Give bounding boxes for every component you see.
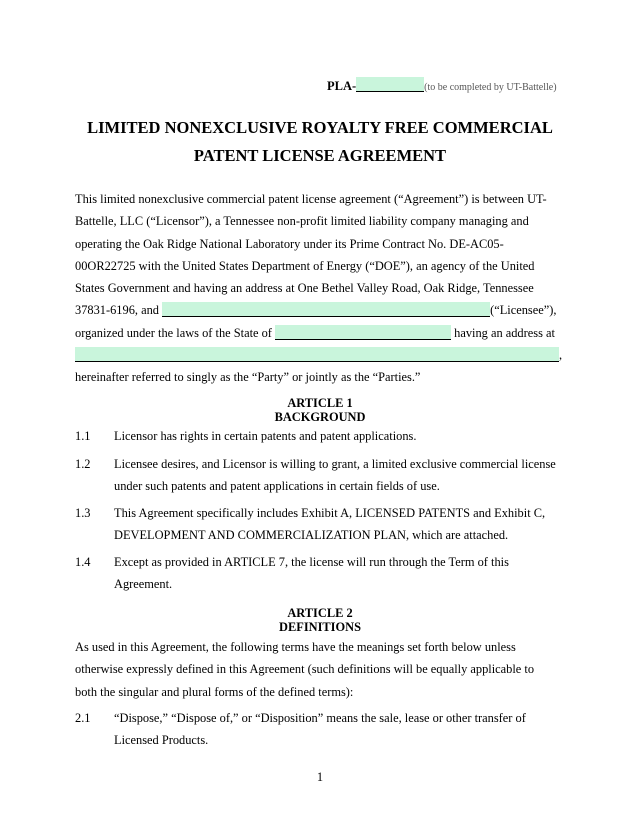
title-line-1: LIMITED NONEXCLUSIVE ROYALTY FREE COMMERCIAL	[87, 118, 553, 137]
clause-number: 1.4	[75, 555, 91, 569]
page-number: 1	[316, 770, 324, 784]
clause-text: under such patents and patent applications in certain fields of use.	[114, 479, 440, 494]
intro-line: This limited nonexclusive commercial patent license agreement (“Agreement”) is between UT-	[75, 192, 547, 206]
clause-1-1	[75, 425, 570, 447]
article-2-heading	[0, 606, 640, 634]
intro-line: States Government and having an address at One Bethel Valley Road, Oak Ridge, Tennessee	[75, 281, 534, 296]
article-1-heading	[0, 396, 640, 424]
clause-number: 1.3	[75, 506, 91, 520]
intro-line: hereinafter referred to singly as the “Party” or jointly as the “Parties.”	[75, 370, 421, 385]
clause-1-4	[75, 551, 570, 596]
definitions-intro-line: both the singular and plural forms of the defined terms):	[75, 684, 354, 699]
licensee-address-field[interactable]	[75, 347, 559, 362]
definitions-intro-line: As used in this Agreement, the following terms have the meanings set forth below unless	[75, 640, 516, 654]
intro-line-licensee	[75, 299, 565, 321]
intro-text: ,	[559, 348, 563, 363]
intro-text: 37831-6196, and	[75, 303, 163, 318]
state-field[interactable]	[275, 325, 451, 340]
article-2-title: DEFINITIONS	[279, 620, 361, 634]
clause-2-1	[75, 707, 570, 752]
intro-line-address	[75, 344, 565, 366]
intro-text: organized under the laws of the State of	[75, 325, 276, 340]
pla-number-header	[327, 77, 557, 94]
pla-number-field[interactable]	[356, 77, 424, 92]
clause-text: Licensee desires, and Licensor is willing to grant, a limited exclusive commercial license	[114, 457, 556, 471]
article-1-title: BACKGROUND	[274, 410, 366, 424]
intro-text: (“Licensee”),	[490, 303, 557, 318]
intro-line-state	[75, 322, 565, 344]
intro-line: 00OR22725 with the United States Department of Energy (“DOE”), an agency of the United	[75, 258, 535, 273]
clause-text: DEVELOPMENT AND COMMERCIALIZATION PLAN, which are attached.	[114, 528, 509, 543]
pla-note: (to be completed by UT-Battelle)	[424, 82, 557, 93]
definitions-intro	[75, 636, 565, 703]
clause-text: Except as provided in ARTICLE 7, the license will run through the Term of this	[114, 555, 509, 569]
clause-text: Agreement.	[114, 577, 173, 592]
licensee-name-field[interactable]	[162, 302, 490, 317]
clause-number: 2.1	[75, 711, 91, 725]
clause-1-2	[75, 453, 570, 498]
article-1-number: ARTICLE 1	[287, 396, 353, 410]
intro-text: having an address at	[451, 325, 555, 340]
clause-number: 1.2	[75, 457, 91, 471]
intro-paragraph	[75, 188, 565, 389]
clause-number: 1.1	[75, 429, 91, 443]
article-2-number: ARTICLE 2	[287, 606, 353, 620]
clause-text: Licensed Products.	[114, 733, 209, 748]
title-line-2: PATENT LICENSE AGREEMENT	[193, 146, 447, 165]
clause-1-3	[75, 502, 570, 547]
definitions-intro-line: otherwise expressly defined in this Agreement (such definitions will be equally applicable to	[75, 662, 535, 677]
clause-text: Licensor has rights in certain patents and patent applications.	[114, 429, 417, 443]
intro-line: operating the Oak Ridge National Laboratory under its Prime Contract No. DE-AC05-	[75, 236, 504, 251]
clause-text: “Dispose,” “Dispose of,” or “Disposition” means the sale, lease or other transfer of	[114, 711, 526, 725]
pla-label: PLA-	[327, 79, 357, 93]
clause-text: This Agreement specifically includes Exhibit A, LICENSED PATENTS and Exhibit C,	[114, 506, 546, 520]
intro-line: Battelle, LLC (“Licensor”), a Tennessee non-profit limited liability company managing and	[75, 214, 529, 229]
